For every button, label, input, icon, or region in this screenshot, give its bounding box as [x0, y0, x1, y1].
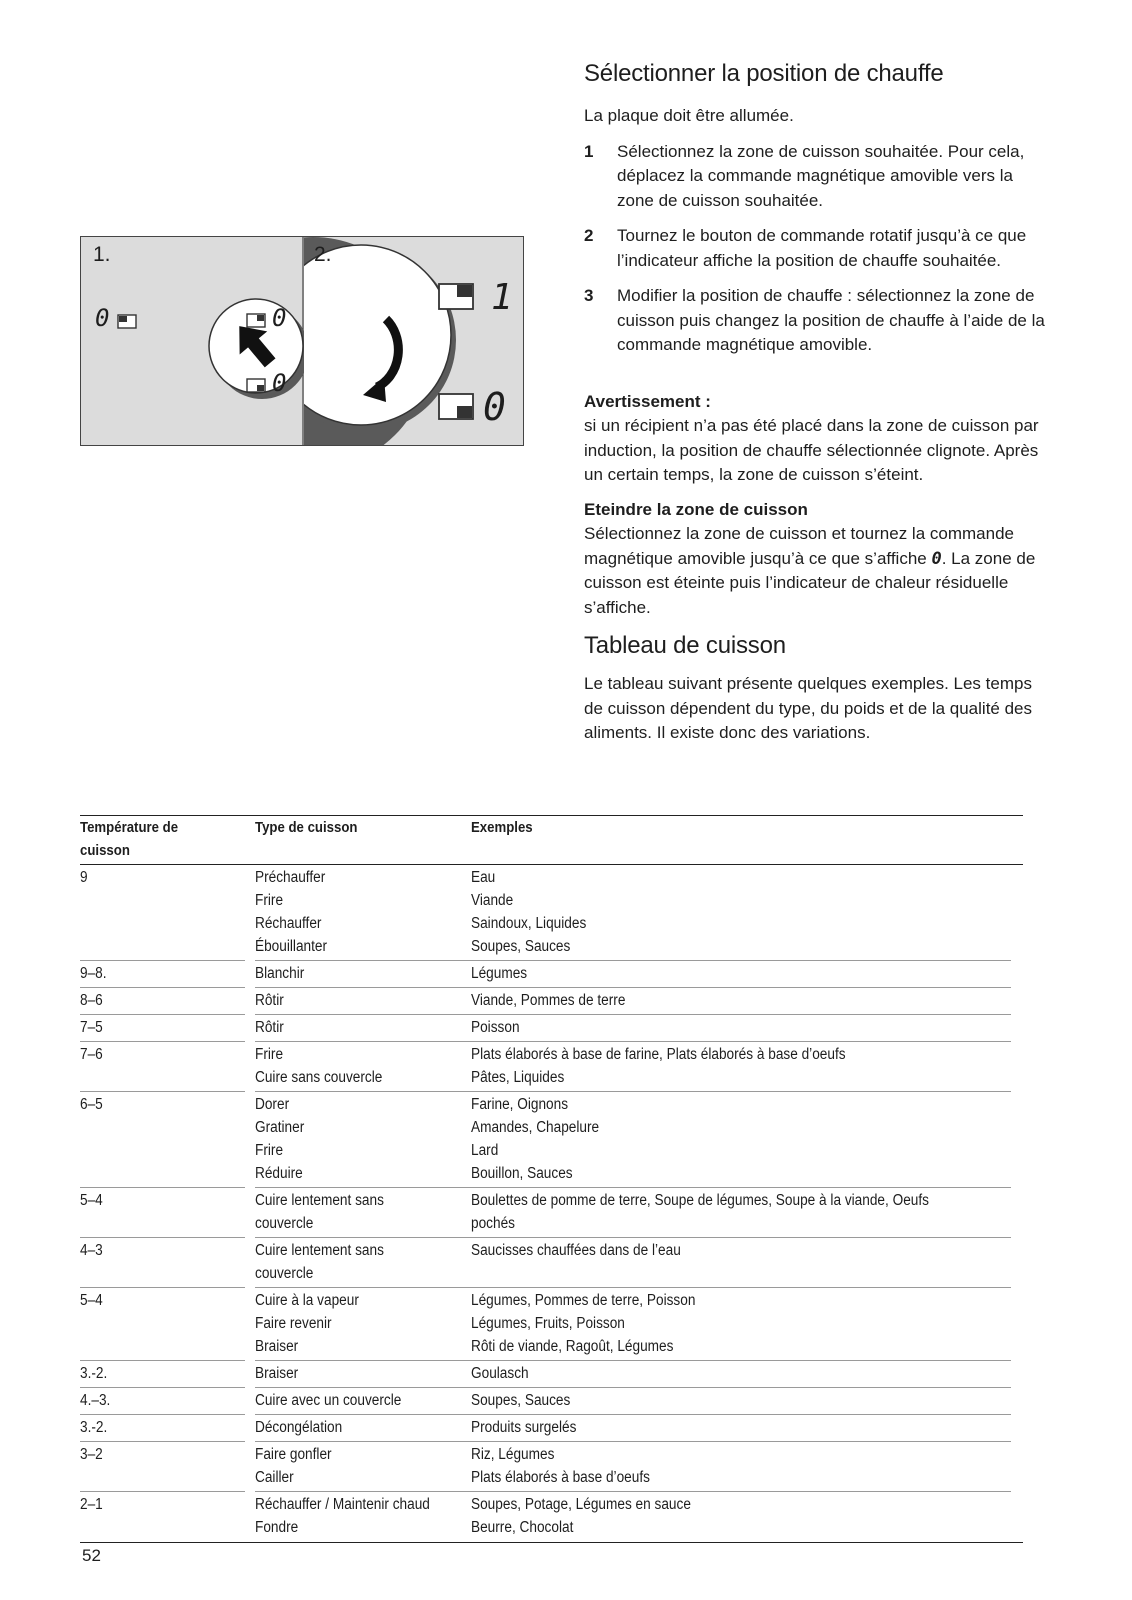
cell-type: Rôtir	[255, 992, 284, 1009]
step-number: 2	[584, 226, 594, 245]
table-row	[80, 865, 1023, 961]
cell-examples: Soupes, Sauces	[471, 1392, 571, 1409]
cell-type: Rôtir	[255, 1019, 284, 1036]
cell-temperature: 5–4	[80, 1192, 103, 1209]
cooking-table	[80, 815, 1023, 1543]
cell-temperature: 5–4	[80, 1292, 103, 1309]
cell-examples: Goulasch	[471, 1365, 529, 1382]
cell-type: Décongélation	[255, 1419, 343, 1436]
table-bottom-rule	[80, 1542, 1023, 1543]
step-item	[584, 284, 1054, 358]
off-title: Eteindre la zone de cuisson	[584, 499, 808, 519]
table-intro: Le tableau suivant présente quelques exemples. Les temps de cuisson dépendent du type, du poids et de la qualité des aliments. Il existe donc des variations.	[584, 674, 1033, 742]
panel2-bottom-digit: 0	[483, 385, 506, 429]
cell-temperature: 2–1	[80, 1496, 103, 1513]
control-knob-figure	[80, 236, 524, 446]
cell-type: Braiser	[255, 1365, 299, 1382]
table-row	[80, 1442, 1023, 1492]
cell-temperature: 7–6	[80, 1046, 103, 1063]
cell-type: Faire gonfler Cailler	[255, 1446, 332, 1486]
cell-type: Cuire avec un couvercle	[255, 1392, 402, 1409]
cell-temperature: 4.–3.	[80, 1392, 111, 1409]
cell-examples: Riz, Légumes Plats élaborés à base d’oeufs	[471, 1446, 650, 1486]
cell-temperature: 4–3	[80, 1242, 103, 1259]
header-examples: Exemples	[471, 819, 533, 836]
cell-type: Réchauffer / Maintenir chaud Fondre	[255, 1496, 430, 1536]
table-row	[80, 961, 1023, 988]
step-text: Sélectionnez la zone de cuisson souhaitée. Pour cela, déplacez la commande magnétique amovible vers la zone de cuisson souhaitée.	[617, 141, 1025, 210]
step-text: Tournez le bouton de commande rotatif jusqu’à ce que l’indicateur affiche la position de chauffe souhaitée.	[617, 226, 1027, 270]
warning-title: Avertissement :	[584, 391, 711, 411]
intro-text: La plaque doit être allumée.	[584, 106, 794, 125]
cell-temperature: 8–6	[80, 992, 103, 1009]
cell-examples: Plats élaborés à base de farine, Plats élaborés à base d’oeufs Pâtes, Liquides	[471, 1046, 846, 1086]
cell-temperature: 3–2	[80, 1446, 103, 1463]
table-row	[80, 1288, 1023, 1361]
table-row	[80, 1015, 1023, 1042]
step-number: 1	[584, 141, 594, 161]
panel1-right-top-digit: 0	[272, 304, 287, 332]
step-number: 3	[584, 286, 594, 305]
table-row	[80, 1188, 1023, 1238]
cell-temperature: 9	[80, 869, 88, 886]
cell-examples: Eau Viande Saindoux, Liquides Soupes, Sauces	[471, 869, 587, 955]
panel1-right-bottom-digit: 0	[272, 369, 287, 397]
section-title-table: Tableau de cuisson	[584, 632, 786, 659]
cell-examples: Saucisses chauffées dans de l’eau	[471, 1242, 681, 1259]
panel1-left-digit: 0	[95, 304, 110, 332]
cell-temperature: 3.-2.	[80, 1365, 108, 1382]
table-row	[80, 1388, 1023, 1415]
cell-examples: Légumes, Pommes de terre, Poisson Légumes, Fruits, Poisson Rôti de viande, Ragoût, Légumes	[471, 1292, 696, 1355]
table-row	[80, 988, 1023, 1015]
table-header	[80, 815, 1023, 865]
cell-temperature: 3.-2.	[80, 1419, 108, 1436]
step-text: Modifier la position de chauffe : sélectionnez la zone de cuisson puis changez la position de chauffe à l’aide de la commande magnétique amovible.	[617, 286, 1045, 354]
off-text	[584, 522, 1054, 620]
panel1-label: 1.	[93, 243, 111, 266]
knob-illustration	[81, 237, 523, 445]
off-text-part2: . La zone de cuisson est éteinte puis l’indicateur de chaleur résiduelle s’affiche.	[584, 548, 1036, 617]
cell-type: Blanchir	[255, 965, 305, 982]
cell-examples: Légumes	[471, 965, 528, 982]
zero-symbol: 0	[931, 548, 942, 569]
cell-examples: Farine, Oignons Amandes, Chapelure Lard Bouillon, Sauces	[471, 1096, 600, 1182]
cell-type: Dorer Gratiner Frire Réduire	[255, 1096, 305, 1182]
cell-type: Cuire lentement sans couvercle	[255, 1242, 384, 1282]
cell-examples: Produits surgelés	[471, 1419, 577, 1436]
cell-examples: Poisson	[471, 1019, 520, 1036]
cell-type: Cuire à la vapeur Faire revenir Braiser	[255, 1292, 359, 1355]
table-row	[80, 1361, 1023, 1388]
cell-type: Préchauffer Frire Réchauffer Ébouillanter	[255, 869, 328, 955]
off-text-part1: Sélectionnez la zone de cuisson et tournez la commande magnétique amovible jusqu’à ce que s’affiche	[584, 524, 1014, 568]
cell-type: Cuire lentement sans couvercle	[255, 1192, 384, 1232]
panel2-label: 2.	[314, 243, 332, 266]
table-row	[80, 1415, 1023, 1442]
cell-examples: Boulettes de pomme de terre, Soupe de légumes, Soupe à la viande, Oeufs pochés	[471, 1192, 929, 1232]
cell-temperature: 7–5	[80, 1019, 103, 1036]
page-number: 52	[82, 1546, 101, 1565]
warning-text: si un récipient n’a pas été placé dans la zone de cuisson par induction, la position de chauffe sélectionnée clignote. Après un certain temps, la zone de cuisson s’éteint.	[584, 416, 1039, 484]
table-row	[80, 1238, 1023, 1288]
step-item	[584, 224, 1054, 273]
table-row	[80, 1042, 1023, 1092]
instructions-column	[584, 58, 1054, 746]
cell-examples: Viande, Pommes de terre	[471, 992, 626, 1009]
table-row	[80, 1492, 1023, 1542]
cell-temperature: 9–8.	[80, 965, 107, 982]
header-temperature: Température de cuisson	[80, 819, 179, 859]
step-item	[584, 140, 1054, 214]
table-body	[80, 865, 1023, 1542]
panel2-top-digit: 1	[491, 277, 513, 318]
table-row	[80, 1092, 1023, 1188]
cell-type: Frire Cuire sans couvercle	[255, 1046, 383, 1086]
cell-temperature: 6–5	[80, 1096, 103, 1113]
cell-examples: Soupes, Potage, Légumes en sauce Beurre, Chocolat	[471, 1496, 691, 1536]
header-type: Type de cuisson	[255, 819, 358, 836]
section-title-heat: Sélectionner la position de chauffe	[584, 60, 944, 87]
